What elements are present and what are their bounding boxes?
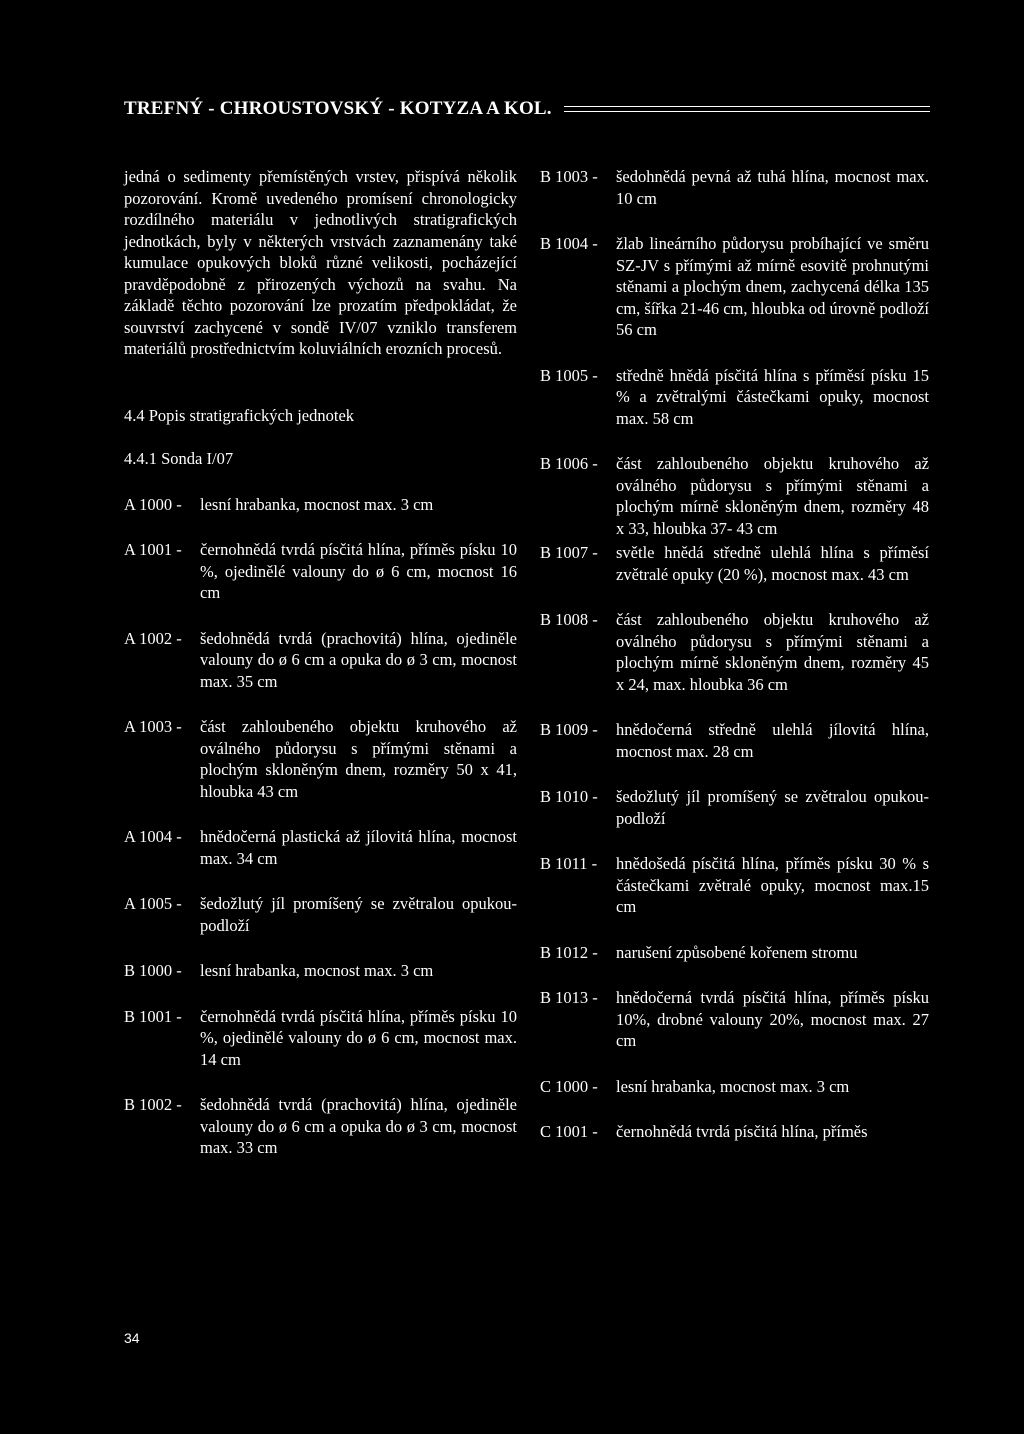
section-heading: 4.4 Popis stratigrafických jednotek [124, 405, 355, 425]
entry-code: A 1000 - [124, 494, 182, 514]
entry-code: C 1001 - [540, 1122, 598, 1141]
entry-code: A 1005 - [124, 894, 182, 913]
entry-text: lesní hrabanka, mocnost max. 3 cm [200, 961, 434, 980]
entry-code: B 1002 - [124, 1095, 182, 1114]
header-title: TREFNÝ - CHROUSTOVSKÝ - KOTYZA A KOL. [124, 98, 552, 119]
entry-text: šedohnědá tvrdá (prachovitá) hlína, ojediněle valouny do ø 6 cm a opuka do ø 3 cm, mocnost max. 35 cm [200, 628, 517, 691]
entry-b1004 [540, 233, 929, 341]
entry-text: část zahloubeného objektu kruhového až oválného půdorysu s přímými stěnami a plochým mírně skloněným dnem, rozměry 48 x 33, hloubka 37- 43 cm [616, 454, 929, 538]
entry-c1001 [540, 1121, 929, 1143]
entry-code: C 1000 - [540, 1076, 598, 1096]
entry-b1008 [540, 609, 929, 695]
entry-text: světle hnědá středně ulehlá hlína s příměsí zvětralé opuky (20 %), mocnost max. 43 cm [616, 543, 929, 584]
entry-a1000 [124, 494, 517, 516]
entry-text: narušení způsobené kořenem stromu [616, 942, 858, 962]
entry-a1004 [124, 826, 517, 869]
entry-b1005 [540, 365, 929, 430]
entry-text: hnědošedá písčitá hlína, příměs písku 30 % s částečkami zvětralé opuky, mocnost max.15 cm [616, 854, 929, 916]
intro-paragraph: jedná o sedimenty přemístěných vrstev, přispívá několik pozorování. Kromě uvedeného promísení chronologicky rozdílného materiálu v jednotlivých stratigrafických jednotkách, byly v některých vrstvách zaznamenány také kumulace opukových bloků různé velikosti, pocházející pravděpodobně z přirozených výchozů na svahu. Na základě těchto pozorování lze prozatím předpokládat, že souvrství zachycené v sondě IV/07 vzniklo transferem materiálů prostřednictvím koluviálních erozních procesů. [124, 167, 517, 358]
entry-text: lesní hrabanka, mocnost max. 3 cm [200, 494, 434, 514]
entry-code: B 1012 - [540, 942, 598, 962]
entry-text: černohnědá tvrdá písčitá hlína, příměs písku 10 %, ojedinělé valouny do ø 6 cm, mocnost 16 cm [200, 540, 517, 602]
entry-a1002 [124, 628, 517, 693]
entry-code: B 1000 - [124, 961, 182, 980]
entry-text: černohnědá tvrdá písčitá hlína, příměs [616, 1122, 868, 1141]
entry-b1006 [540, 453, 929, 539]
entry-code: B 1013 - [540, 988, 598, 1007]
entry-code: B 1004 - [540, 234, 598, 253]
entry-code: A 1001 - [124, 540, 182, 559]
left-column [124, 166, 517, 1159]
entry-b1001 [124, 1006, 517, 1071]
entry-code: B 1007 - [540, 543, 598, 562]
entry-text: černohnědá tvrdá písčitá hlína, příměs písku 10 %, ojedinělé valouny do ø 6 cm, mocnost max. 14 cm [200, 1006, 517, 1069]
entry-b1009 [540, 719, 929, 762]
entry-code: B 1001 - [124, 1006, 182, 1026]
running-header [124, 94, 930, 124]
entry-b1007 [540, 542, 929, 585]
entry-code: A 1003 - [124, 717, 182, 736]
entry-code: B 1005 - [540, 365, 598, 385]
entry-text: část zahloubeného objektu kruhového až oválného půdorysu s přímými stěnami a plochým skloněným dnem, rozměry 50 x 41, hloubka 43 cm [200, 717, 517, 801]
entry-b1000 [124, 960, 517, 982]
entry-b1012 [540, 942, 929, 964]
entry-code: B 1006 - [540, 454, 598, 473]
entry-code: B 1011 - [540, 854, 598, 873]
entry-code: A 1004 - [124, 827, 182, 846]
entry-a1003 [124, 716, 517, 802]
entry-text: šedožlutý jíl promíšený se zvětralou opukou-podloží [200, 894, 517, 935]
entry-a1001 [124, 539, 517, 604]
entry-text: lesní hrabanka, mocnost max. 3 cm [616, 1076, 850, 1096]
entry-c1000 [540, 1076, 929, 1098]
entry-text: hnědočerná plastická až jílovitá hlína, mocnost max. 34 cm [200, 827, 517, 868]
right-column [540, 166, 929, 1143]
header-rule [564, 106, 930, 112]
entry-b1003 [540, 166, 929, 209]
subsection-heading: 4.4.1 Sonda I/07 [124, 449, 234, 468]
entry-text: šedohnědá pevná až tuhá hlína, mocnost max. 10 cm [616, 167, 929, 208]
entry-text: středně hnědá písčitá hlína s příměsí písku 15 % a zvětralými částečkami opuky, mocnost max. 58 cm [616, 365, 929, 428]
entry-code: B 1008 - [540, 610, 598, 629]
entry-text: šedožlutý jíl promíšený se zvětralou opukou-podloží [616, 787, 929, 828]
entry-text: hnědočerná tvrdá písčitá hlína, příměs písku 10%, drobné valouny 20%, mocnost max. 27 cm [616, 988, 929, 1050]
entry-code: A 1002 - [124, 628, 182, 648]
entry-code: B 1010 - [540, 787, 598, 806]
entry-b1002 [124, 1094, 517, 1159]
entry-b1010 [540, 786, 929, 829]
entry-text: část zahloubeného objektu kruhového až oválného půdorysu s přímými stěnami a plochým mírně skloněným dnem, rozměry 45 x 24, max. hloubka 36 cm [616, 610, 929, 694]
entry-b1011 [540, 853, 929, 918]
entry-text: hnědočerná středně ulehlá jílovitá hlína, mocnost max. 28 cm [616, 720, 929, 761]
entry-text: žlab lineárního půdorysu probíhající ve směru SZ-JV s přímými až mírně esovitě prohnutými stěnami a plochým dnem, zachycená délka 135 cm, šířka 21-46 cm, hloubka od úrovně podloží 56 cm [616, 234, 929, 339]
entry-code: B 1003 - [540, 167, 598, 186]
page-number: 34 [124, 1330, 140, 1346]
entry-b1013 [540, 987, 929, 1052]
entry-a1005 [124, 893, 517, 936]
entry-code: B 1009 - [540, 720, 598, 739]
entry-text: šedohnědá tvrdá (prachovitá) hlína, ojediněle valouny do ø 6 cm a opuka do ø 3 cm, mocnost max. 33 cm [200, 1095, 517, 1157]
